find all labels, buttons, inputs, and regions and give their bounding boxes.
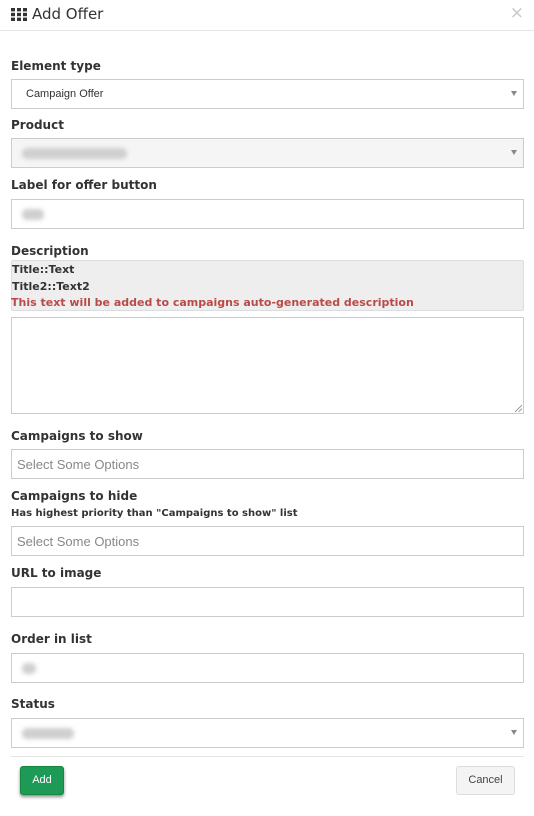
product-select[interactable] <box>11 138 524 168</box>
product-value-redacted <box>22 148 127 159</box>
campaigns-to-hide-help: Has highest priority than "Campaigns to show" list <box>11 508 298 519</box>
footer-divider <box>11 756 524 757</box>
order-in-list-input[interactable] <box>11 653 524 683</box>
campaigns-to-show-select[interactable] <box>11 449 524 479</box>
product-label: Product <box>11 118 64 132</box>
close-icon[interactable]: × <box>509 3 524 23</box>
cancel-button[interactable]: Cancel <box>456 766 515 795</box>
description-textarea[interactable] <box>11 317 524 414</box>
campaigns-to-hide-label: Campaigns to hide <box>11 489 138 503</box>
status-value-redacted <box>22 728 74 739</box>
offer-button-label-value-redacted <box>22 209 44 220</box>
modal-title: Add Offer <box>32 5 104 23</box>
url-to-image-input[interactable] <box>11 587 524 617</box>
order-in-list-label: Order in list <box>11 632 92 646</box>
description-hint-line: Title::Text <box>12 263 75 276</box>
element-type-value: Campaign Offer <box>26 88 104 100</box>
chevron-down-icon <box>511 150 517 155</box>
order-in-list-value-redacted <box>22 663 36 674</box>
grid-icon <box>11 8 27 21</box>
campaigns-to-show-placeholder: Select Some Options <box>17 457 140 472</box>
url-to-image-label: URL to image <box>11 566 102 580</box>
element-type-select[interactable] <box>11 79 524 109</box>
status-label: Status <box>11 697 55 711</box>
resize-handle-icon[interactable] <box>515 405 522 412</box>
status-select[interactable] <box>11 718 524 748</box>
description-note: This text will be added to campaigns auto-generated description <box>11 296 414 309</box>
modal-header <box>0 0 534 31</box>
offer-button-label-label: Label for offer button <box>11 178 157 192</box>
campaigns-to-hide-placeholder: Select Some Options <box>17 534 140 549</box>
description-label: Description <box>11 244 89 258</box>
chevron-down-icon <box>511 730 517 735</box>
element-type-label: Element type <box>11 59 101 73</box>
add-button[interactable]: Add <box>20 766 64 795</box>
chevron-down-icon <box>511 91 517 96</box>
campaigns-to-hide-select[interactable] <box>11 526 524 556</box>
offer-button-label-input[interactable] <box>11 199 524 229</box>
campaigns-to-show-label: Campaigns to show <box>11 429 143 443</box>
description-hint-line: Title2::Text2 <box>12 280 90 293</box>
